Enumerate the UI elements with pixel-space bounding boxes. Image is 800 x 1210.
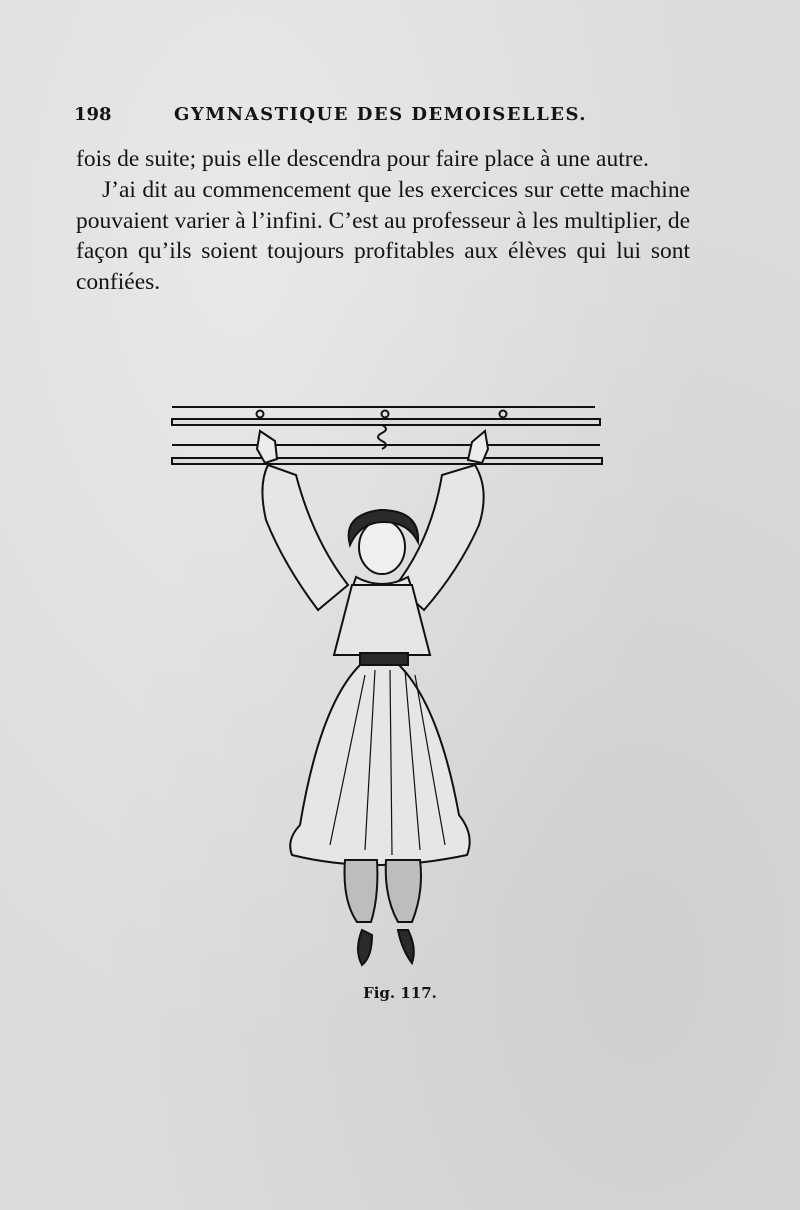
page-number: 198: [74, 104, 112, 125]
figure-caption: Fig. 117.: [363, 984, 437, 1002]
page-header: [74, 104, 690, 132]
paragraph-2: J’ai dit au commencement que les exercices sur cette machine pouvaient varier à l’infini. C’est au professeur à les multiplier, de façon qu’ils soient toujours profitables aux élèves qui lui sont confiées.: [76, 176, 690, 296]
illustration-girl-hanging-from-bar: [160, 395, 610, 975]
running-title: GYMNASTIQUE DES DEMOISELLES.: [174, 104, 588, 125]
paragraph-1: fois de suite; puis elle descendra pour faire place à une autre.: [76, 146, 649, 172]
body-text: [76, 144, 690, 298]
